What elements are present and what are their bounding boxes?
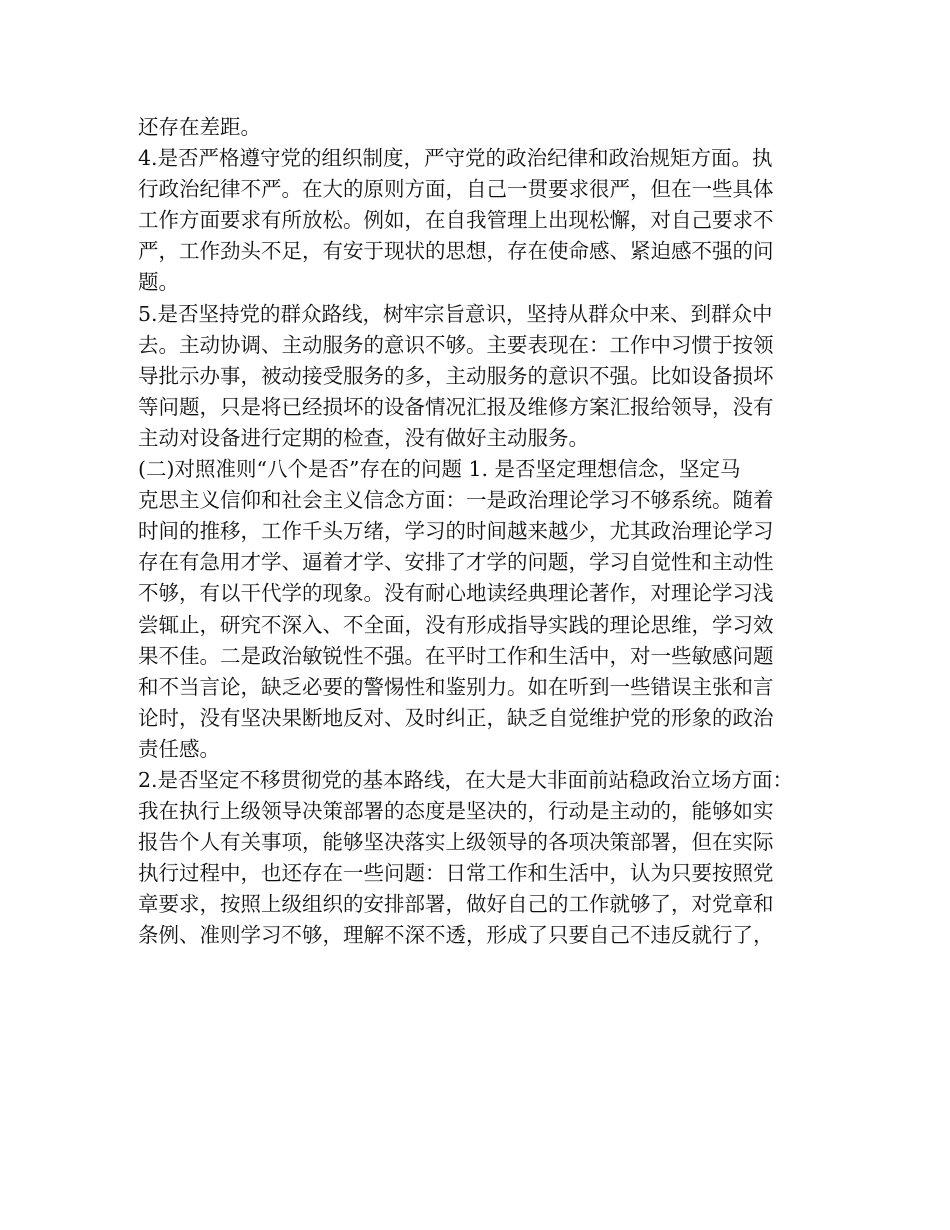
text-line: 导批示办事，被动接受服务的多，主动服务的意识不强。比如设备损坏 <box>138 363 774 388</box>
text-line: 克思主义信仰和社会主义信念方面：一是政治理论学习不够系统。随着 <box>138 488 774 513</box>
text-line: 题。 <box>138 270 179 295</box>
text-line: (二)对照准则“八个是否”存在的问题 1. 是否坚定理想信念，坚定马 <box>138 457 741 482</box>
text-line: 果不佳。二是政治敏锐性不强。在平时工作和生活中，对一些敏感问题 <box>138 643 774 668</box>
document-body <box>138 112 828 952</box>
text-line: 尝辄止，研究不深入、不全面，没有形成指导实践的理论思维，学习效 <box>138 612 774 637</box>
text-line: 行政治纪律不严。在大的原则方面，自己一贯要求很严，但在一些具体 <box>138 177 774 202</box>
text-line: 论时，没有坚决果断地反对、及时纠正，缺乏自觉维护党的形象的政治 <box>138 705 774 730</box>
text-line: 5.是否坚持党的群众路线，树牢宗旨意识，坚持从群众中来、到群众中 <box>138 301 773 326</box>
text-line: 等问题，只是将已经损坏的设备情况汇报及维修方案汇报给领导，没有 <box>138 394 774 419</box>
text-line: 和不当言论，缺乏必要的警惕性和鉴别力。如在听到一些错误主张和言 <box>138 674 774 699</box>
text-line: 严，工作劲头不足，有安于现状的思想，存在使命感、紧迫感不强的问 <box>138 239 774 264</box>
text-line: 4.是否严格遵守党的组织制度，严守党的政治纪律和政治规矩方面。执 <box>138 146 773 171</box>
text-line: 报告个人有关事项，能够坚决落实上级领导的各项决策部署，但在实际 <box>138 830 774 855</box>
text-line: 工作方面要求有所放松。例如，在自我管理上出现松懈，对自己要求不 <box>138 208 774 233</box>
text-line: 主动对设备进行定期的检查，没有做好主动服务。 <box>138 425 589 450</box>
text-line: 章要求，按照上级组织的安排部署，做好自己的工作就够了，对党章和 <box>138 892 774 917</box>
text-line: 还存在差距。 <box>138 115 261 139</box>
text-line: 责任感。 <box>138 736 220 761</box>
text-line: 执行过程中，也还存在一些问题：日常工作和生活中，认为只要按照党 <box>138 861 774 886</box>
text-line: 时间的推移，工作千头万绪，学习的时间越来越少，尤其政治理论学习 <box>138 519 774 544</box>
text-line: 条例、准则学习不够，理解不深不透，形成了只要自己不违反就行了， <box>138 923 774 948</box>
text-line: 2.是否坚定不移贯彻党的基本路线，在大是大非面前站稳政治立场方面： <box>138 767 794 792</box>
text-line: 存在有急用才学、逼着才学、安排了才学的问题，学习自觉性和主动性 <box>138 550 774 575</box>
text-line: 去。主动协调、主动服务的意识不够。主要表现在：工作中习惯于按领 <box>138 332 774 357</box>
text-line: 不够，有以干代学的现象。没有耐心地读经典理论著作，对理论学习浅 <box>138 581 774 606</box>
text-line: 我在执行上级领导决策部署的态度是坚决的，行动是主动的，能够如实 <box>138 799 774 824</box>
